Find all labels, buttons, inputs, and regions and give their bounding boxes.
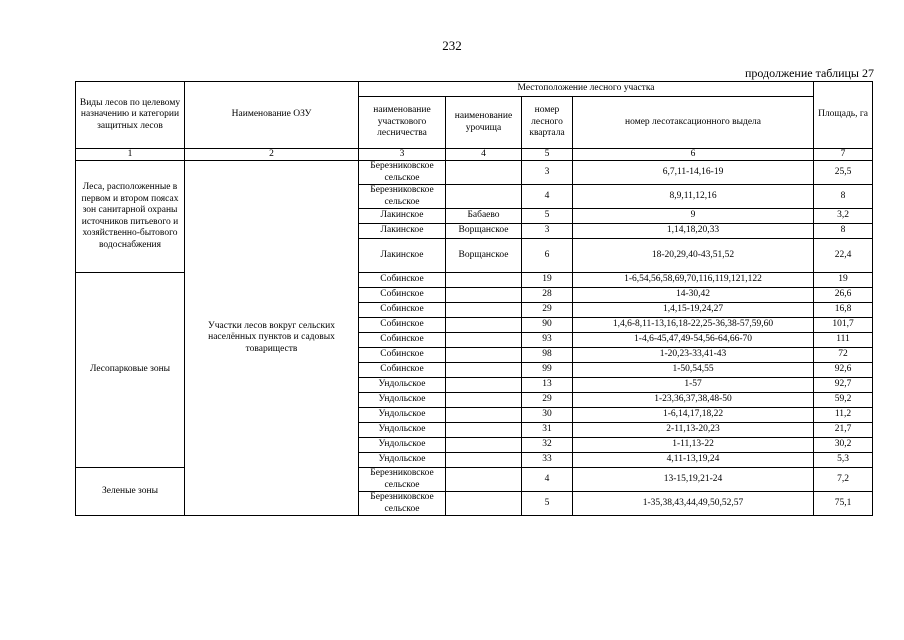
quarter-cell: 6 (522, 239, 573, 273)
area-cell: 11,2 (814, 408, 873, 423)
quarter-cell: 31 (522, 423, 573, 438)
quarter-cell: 4 (522, 185, 573, 209)
column-number: 7 (814, 149, 873, 161)
allotment-cell: 2-11,13-20,23 (573, 423, 814, 438)
column-number: 2 (185, 149, 359, 161)
area-cell: 59,2 (814, 393, 873, 408)
allotment-cell: 14-30,42 (573, 288, 814, 303)
area-cell: 5,3 (814, 453, 873, 468)
quarter-cell: 90 (522, 318, 573, 333)
district-cell: Березниковское сельское (359, 468, 446, 492)
header-forest-type: Виды лесов по целевому назначению и категории защитных лесов (76, 82, 185, 149)
tract-cell: Ворщанское (446, 224, 522, 239)
column-number: 5 (522, 149, 573, 161)
quarter-cell: 19 (522, 273, 573, 288)
allotment-cell: 8,9,11,12,16 (573, 185, 814, 209)
tract-cell (446, 363, 522, 378)
district-cell: Собинское (359, 348, 446, 363)
area-cell: 101,7 (814, 318, 873, 333)
district-cell: Собинское (359, 363, 446, 378)
header-quarter: номер лесного квартала (522, 97, 573, 149)
tract-cell (446, 348, 522, 363)
column-number: 1 (76, 149, 185, 161)
area-cell: 30,2 (814, 438, 873, 453)
district-cell: Ундольское (359, 438, 446, 453)
tract-cell (446, 393, 522, 408)
quarter-cell: 5 (522, 209, 573, 224)
area-cell: 8 (814, 224, 873, 239)
tract-cell (446, 438, 522, 453)
allotment-cell: 18-20,29,40-43,51,52 (573, 239, 814, 273)
page-number: 232 (442, 38, 462, 53)
area-cell: 25,5 (814, 161, 873, 185)
area-cell: 19 (814, 273, 873, 288)
header-area: Площадь, га (814, 82, 873, 149)
area-cell: 92,6 (814, 363, 873, 378)
area-cell: 21,7 (814, 423, 873, 438)
quarter-cell: 3 (522, 224, 573, 239)
tract-cell (446, 492, 522, 516)
quarter-cell: 30 (522, 408, 573, 423)
tract-cell: Ворщанское (446, 239, 522, 273)
tract-cell (446, 185, 522, 209)
tract-cell (446, 161, 522, 185)
area-cell: 111 (814, 333, 873, 348)
district-cell: Лакинское (359, 209, 446, 224)
district-cell: Ундольское (359, 378, 446, 393)
district-cell: Собинское (359, 288, 446, 303)
allotment-cell: 1,14,18,20,33 (573, 224, 814, 239)
allotment-cell: 9 (573, 209, 814, 224)
allotment-cell: 6,7,11-14,16-19 (573, 161, 814, 185)
quarter-cell: 28 (522, 288, 573, 303)
area-cell: 75,1 (814, 492, 873, 516)
category-cell: Леса, расположенные в первом и втором поясах зон санитарной охраны источников питьевого и хозяйственно-бытового водоснабжения (76, 161, 185, 273)
area-cell: 8 (814, 185, 873, 209)
tract-cell (446, 318, 522, 333)
forest-plots-table (75, 81, 873, 516)
area-cell: 3,2 (814, 209, 873, 224)
tract-cell (446, 333, 522, 348)
district-cell: Ундольское (359, 423, 446, 438)
area-cell: 26,6 (814, 288, 873, 303)
column-number: 3 (359, 149, 446, 161)
column-number: 6 (573, 149, 814, 161)
allotment-cell: 1,4,6-8,11-13,16,18-22,25-36,38-57,59,60 (573, 318, 814, 333)
district-cell: Лакинское (359, 239, 446, 273)
district-cell: Березниковское сельское (359, 492, 446, 516)
area-cell: 72 (814, 348, 873, 363)
quarter-cell: 3 (522, 161, 573, 185)
district-cell: Березниковское сельское (359, 161, 446, 185)
allotment-cell: 1-57 (573, 378, 814, 393)
header-district: наименование участкового лесничества (359, 97, 446, 149)
allotment-cell: 1-6,54,56,58,69,70,116,119,121,122 (573, 273, 814, 288)
area-cell: 92,7 (814, 378, 873, 393)
tract-cell (446, 378, 522, 393)
quarter-cell: 93 (522, 333, 573, 348)
quarter-cell: 32 (522, 438, 573, 453)
area-cell: 7,2 (814, 468, 873, 492)
header-tract: наименование урочища (446, 97, 522, 149)
area-cell: 16,8 (814, 303, 873, 318)
district-cell: Ундольское (359, 453, 446, 468)
district-cell: Собинское (359, 333, 446, 348)
header-ozu-name: Наименование ОЗУ (185, 82, 359, 149)
tract-cell (446, 408, 522, 423)
quarter-cell: 33 (522, 453, 573, 468)
allotment-cell: 1-23,36,37,38,48-50 (573, 393, 814, 408)
quarter-cell: 99 (522, 363, 573, 378)
tract-cell (446, 288, 522, 303)
quarter-cell: 98 (522, 348, 573, 363)
district-cell: Лакинское (359, 224, 446, 239)
district-cell: Собинское (359, 318, 446, 333)
tract-cell (446, 468, 522, 492)
tract-cell (446, 453, 522, 468)
tract-cell (446, 303, 522, 318)
ozu-name-cell: Участки лесов вокруг сельских населённых пунктов и садовых товариществ (185, 161, 359, 516)
header-location: Местоположение лесного участка (359, 82, 814, 97)
tract-cell (446, 273, 522, 288)
table-continuation-label: продолжение таблицы 27 (744, 66, 874, 80)
allotment-cell: 1-50,54,55 (573, 363, 814, 378)
quarter-cell: 4 (522, 468, 573, 492)
quarter-cell: 29 (522, 303, 573, 318)
column-number: 4 (446, 149, 522, 161)
area-cell: 22,4 (814, 239, 873, 273)
header-allotment: номер лесотаксационного выдела (573, 97, 814, 149)
district-cell: Ундольское (359, 393, 446, 408)
allotment-cell: 1-11,13-22 (573, 438, 814, 453)
district-cell: Ундольское (359, 408, 446, 423)
allotment-cell: 1-35,38,43,44,49,50,52,57 (573, 492, 814, 516)
allotment-cell: 1-4,6-45,47,49-54,56-64,66-70 (573, 333, 814, 348)
quarter-cell: 13 (522, 378, 573, 393)
quarter-cell: 29 (522, 393, 573, 408)
category-cell: Зеленые зоны (76, 468, 185, 516)
allotment-cell: 1-20,23-33,41-43 (573, 348, 814, 363)
allotment-cell: 1-6,14,17,18,22 (573, 408, 814, 423)
allotment-cell: 13-15,19,21-24 (573, 468, 814, 492)
district-cell: Собинское (359, 303, 446, 318)
allotment-cell: 1,4,15-19,24,27 (573, 303, 814, 318)
table-row (76, 161, 873, 185)
district-cell: Березниковское сельское (359, 185, 446, 209)
tract-cell: Бабаево (446, 209, 522, 224)
district-cell: Собинское (359, 273, 446, 288)
quarter-cell: 5 (522, 492, 573, 516)
category-cell: Лесопарковые зоны (76, 273, 185, 468)
allotment-cell: 4,11-13,19,24 (573, 453, 814, 468)
tract-cell (446, 423, 522, 438)
